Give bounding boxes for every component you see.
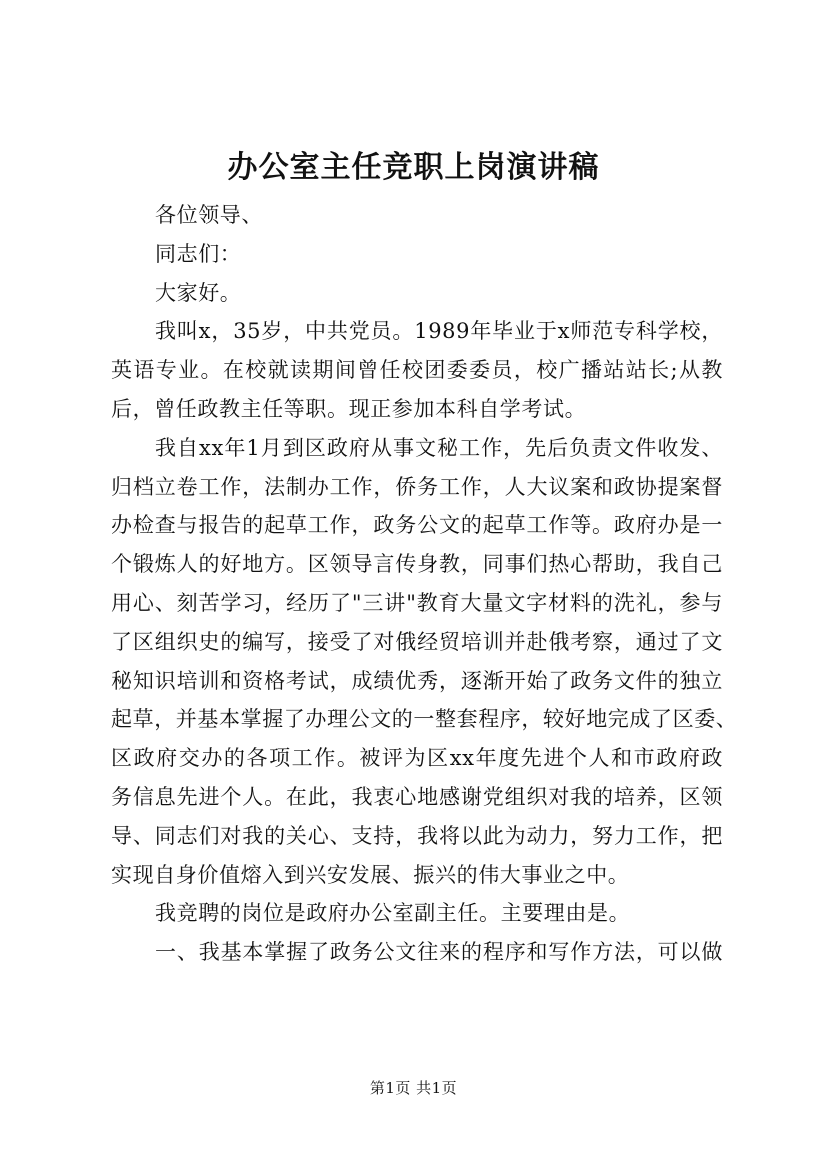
text-line: 用心、刻苦学习，经历了"三讲"教育大量文字材料的洗礼，参与 [111,590,723,615]
text-line: 我自xx年1月到区政府从事文秘工作，先后负责文件收发、 [155,435,723,460]
text-line: 实现自身价值熔入到兴安发展、振兴的伟大事业之中。 [111,862,630,887]
text-line: 后，曾任政教主任等职。现正参加本科自学考试。 [111,396,587,421]
document-body [111,196,738,972]
text-line: 个锻炼人的好地方。区领导言传身教，同事们热心帮助，我自己 [111,552,723,577]
text-line: 办检查与报告的起草工作，政务公文的起草工作等。政府办是一 [111,513,723,538]
text-line: 英语专业。在校就读期间曾任校团委委员，校广播站站长;从教 [111,358,723,383]
text-line: 了区组织史的编写，接受了对俄经贸培训并赴俄考察，通过了文 [111,629,723,654]
text-line: 我竞聘的岗位是政府办公室副主任。主要理由是。 [155,901,631,926]
text-line: 务信息先进个人。在此，我衷心地感谢党组织对我的培养，区领 [111,784,723,809]
text-line: 同志们： [155,241,242,266]
text-line: 导、同志们对我的关心、支持，我将以此为动力，努力工作，把 [111,823,723,848]
text-line: 秘知识培训和资格考试，成绩优秀，逐渐开始了政务文件的独立 [111,668,723,693]
text-line: 区政府交办的各项工作。被评为区xx年度先进个人和市政府政 [111,746,723,771]
page-footer: 第1页 共1页 [369,1079,458,1097]
text-line: 归档立卷工作，法制办工作，侨务工作，人大议案和政协提案督 [111,474,723,499]
text-line: 大家好。 [155,280,242,305]
text-line: 各位领导、 [155,203,263,227]
document-title: 办公室主任竞职上岗演讲稿 [227,150,600,185]
text-line: 一、我基本掌握了政务公文往来的程序和写作方法，可以做 [155,940,723,965]
text-line: 起草，并基本掌握了办理公文的一整套程序，较好地完成了区委、 [111,707,738,732]
text-line: 我叫x，35岁，中共党员。1989年毕业于x师范专科学校， [155,319,723,344]
